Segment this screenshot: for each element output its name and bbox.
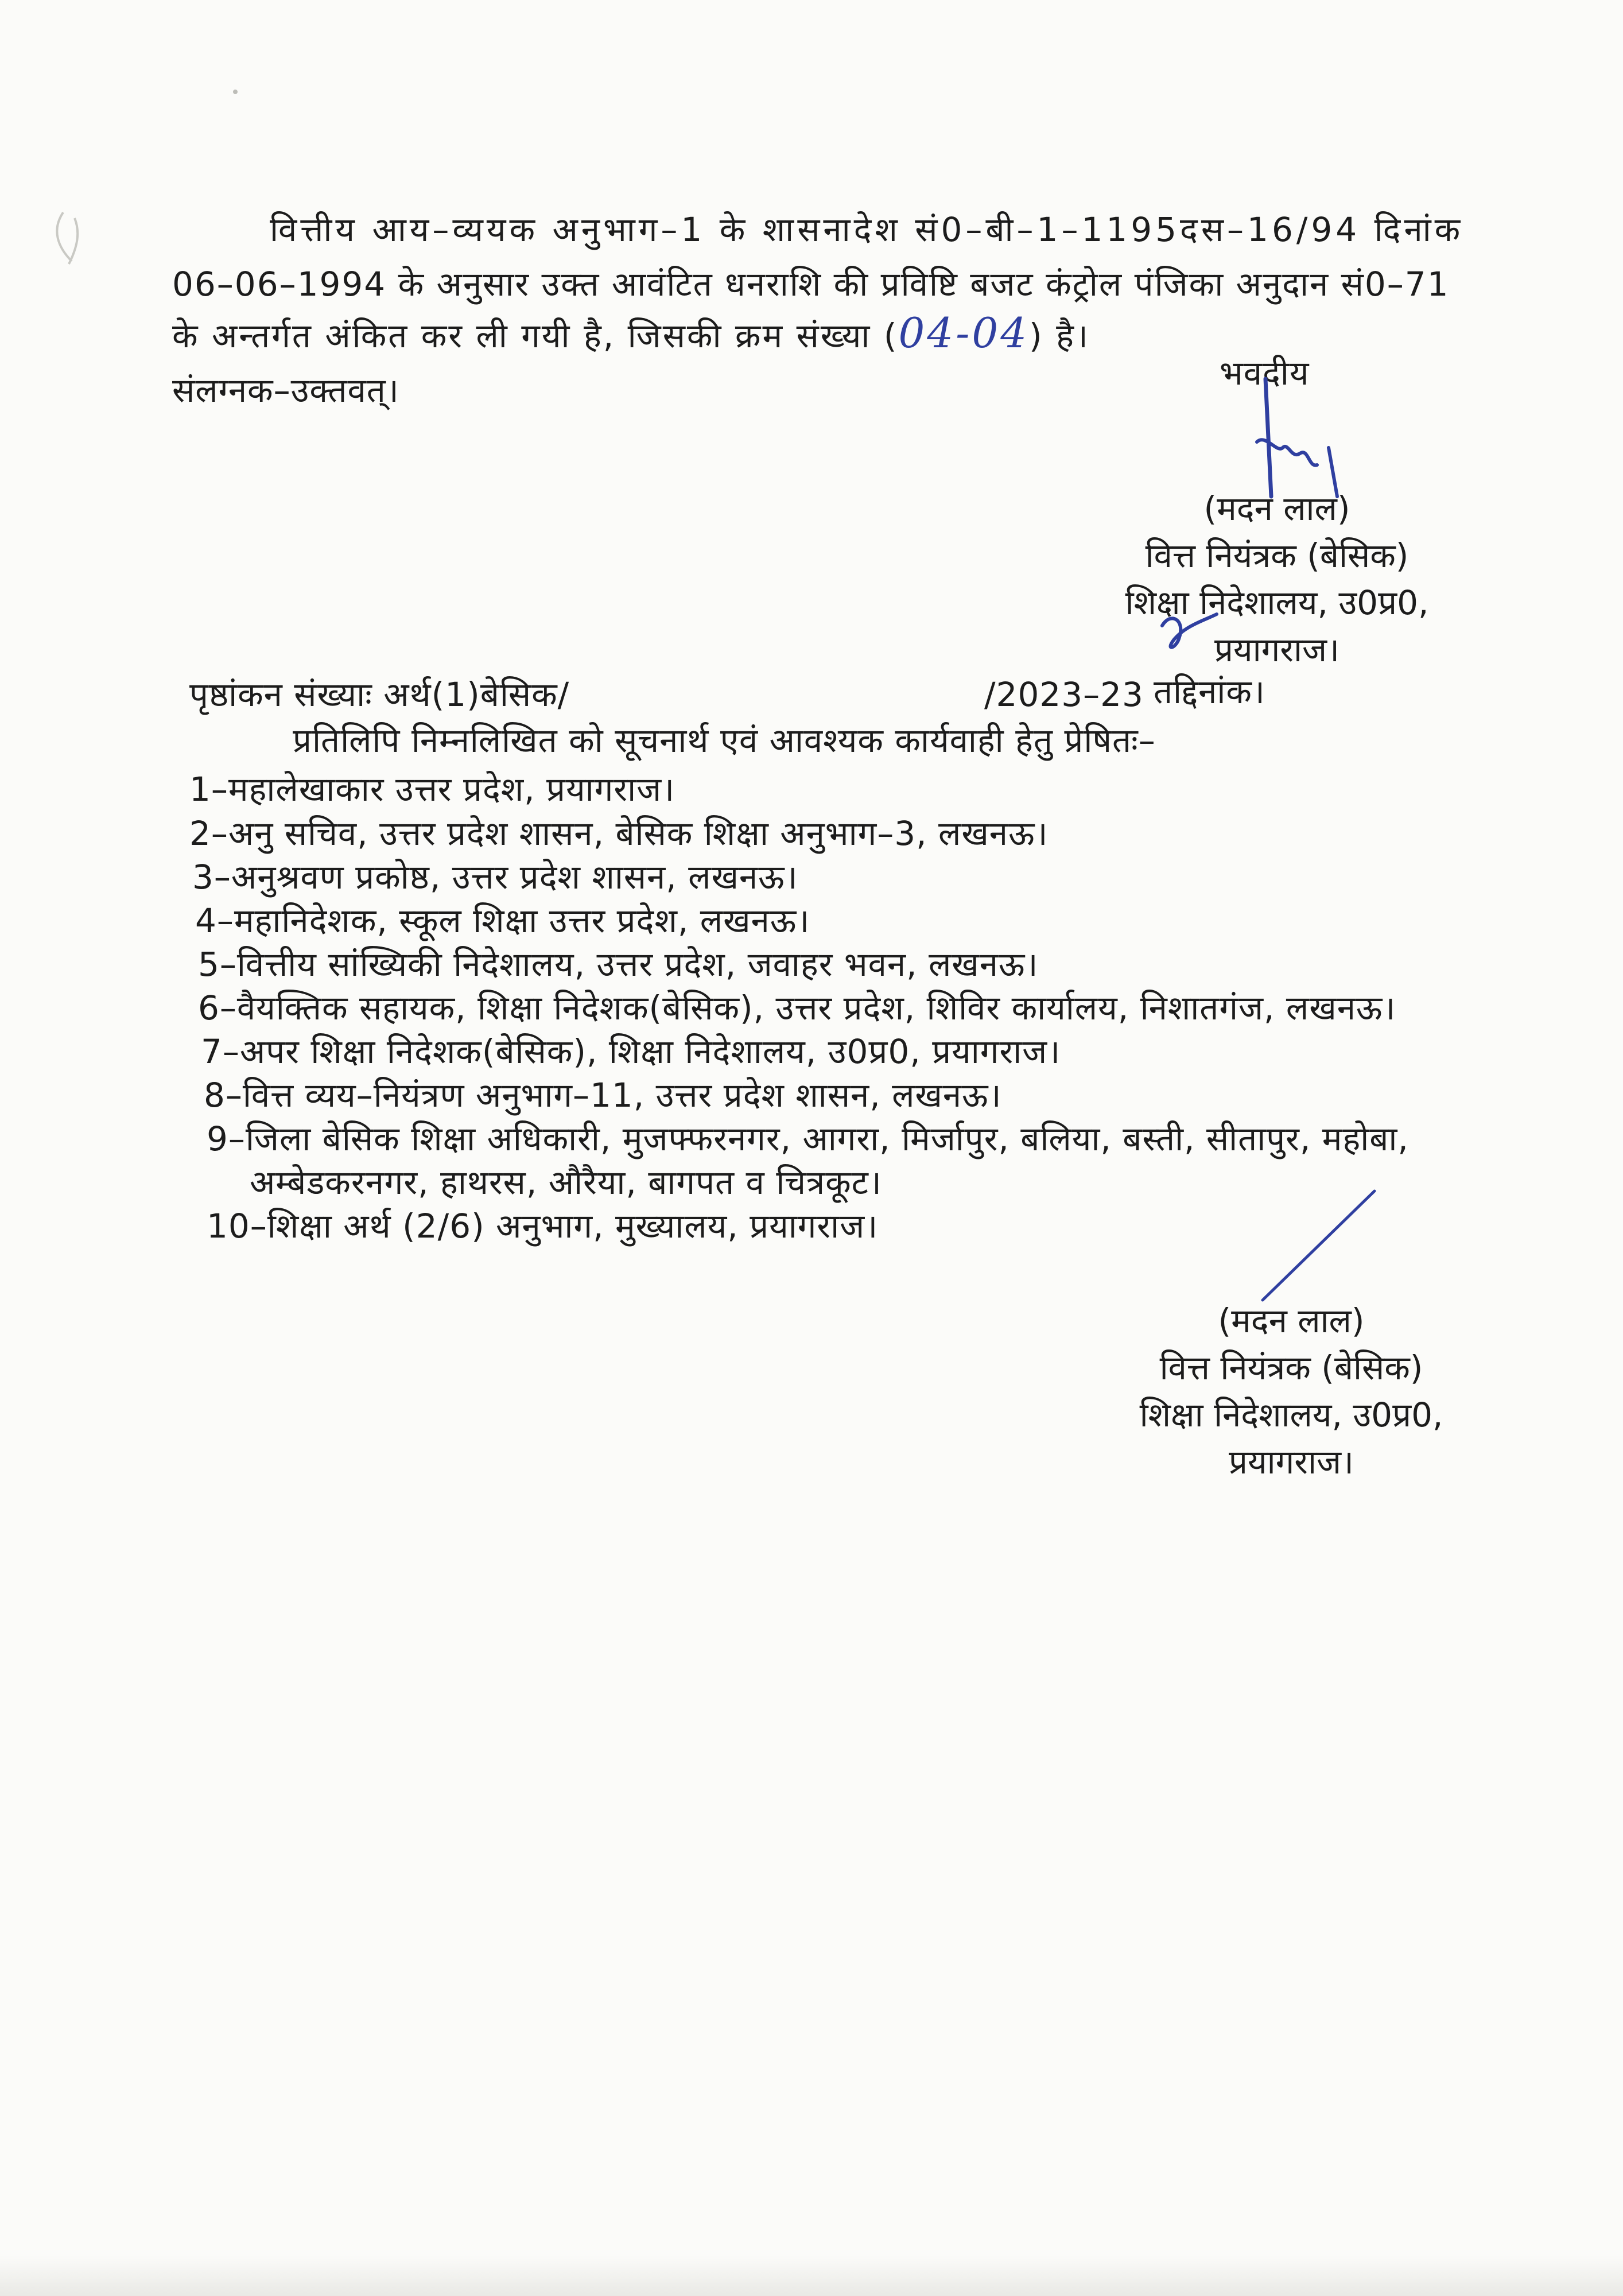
handwritten-signature-bottom — [1251, 1182, 1389, 1309]
scan-bottom-edge — [0, 2256, 1623, 2296]
signatory-name: (मदन लाल) — [1218, 1301, 1365, 1340]
initial-mark — [1154, 608, 1222, 660]
paragraph-line-2: 06–06–1994 के अनुसार उक्त आवंटित धनराशि की प्रविष्टि बजट कंट्रोल पंजिका अनुदान सं0–71 — [172, 265, 1450, 304]
recipient-item: 2–अनु सचिव, उत्तर प्रदेश शासन, बेसिक शिक्षा अनुभाग–3, लखनऊ। — [189, 814, 1049, 853]
recipient-item: 9–जिला बेसिक शिक्षा अधिकारी, मुजफ्फरनगर, आगरा, मिर्जापुर, बलिया, बस्ती, सीतापुर, महोबा, — [207, 1119, 1409, 1158]
signatory-office: शिक्षा निदेशालय, उ0प्र0, — [1125, 583, 1429, 622]
signatory-city: प्रयागराज। — [1214, 630, 1340, 669]
endorsement-reference: पृष्ठांकन संख्याः अर्थ(1)बेसिक/ — [189, 675, 570, 714]
recipient-item: 10–शिक्षा अर्थ (2/6) अनुभाग, मुख्यालय, प्रयागराज। — [207, 1207, 879, 1246]
scan-speck-mark — [46, 207, 98, 270]
serial-number-handwritten: 04-04 — [898, 309, 1030, 357]
signature-block-bottom — [1108, 1297, 1475, 1486]
scan-speck-dot — [230, 86, 241, 98]
recipient-item: 4–महानिदेशक, स्कूल शिक्षा उत्तर प्रदेश, लखनऊ। — [195, 901, 810, 940]
endorsement-intro: प्रतिलिपि निम्नलिखित को सूचनार्थ एवं आवश्यक कार्यवाही हेतु प्रेषितः– — [293, 721, 1156, 760]
signatory-city: प्रयागराज। — [1228, 1442, 1354, 1481]
recipient-item: 8–वित्त व्यय–नियंत्रण अनुभाग–11, उत्तर प्रदेश शासन, लखनऊ। — [204, 1076, 1002, 1115]
signatory-office: शिक्षा निदेशालय, उ0प्र0, — [1139, 1395, 1443, 1434]
signatory-designation: वित्त नियंत्रक (बेसिक) — [1159, 1348, 1423, 1387]
recipient-item: 1–महालेखाकार उत्तर प्रदेश, प्रयागराज। — [189, 770, 675, 809]
recipient-item: 7–अपर शिक्षा निदेशक(बेसिक), शिक्षा निदेशालय, उ0प्र0, प्रयागराज। — [201, 1032, 1061, 1071]
recipient-item: 6–वैयक्तिक सहायक, शिक्षा निदेशक(बेसिक), उत्तर प्रदेश, शिविर कार्यालय, निशातगंज, लखनऊ। — [198, 988, 1396, 1027]
paragraph-line-1: वित्तीय आय–व्ययक अनुभाग–1 के शासनादेश सं0–बी–1–1195दस–16/94 दिनांक — [270, 210, 1464, 249]
recipient-item: 3–अनुश्रवण प्रकोष्ठ, उत्तर प्रदेश शासन, लखनऊ। — [192, 858, 798, 897]
endorsement-date: तद्दिनांक। — [1154, 672, 1265, 711]
closing-salutation: भवदीय — [1220, 354, 1310, 393]
signatory-name: (मदन लाल) — [1203, 489, 1350, 528]
signatory-designation: वित्त नियंत्रक (बेसिक) — [1145, 536, 1409, 575]
enclosure-note: संलग्नक–उक्तवत्। — [172, 371, 399, 410]
endorsement-year: /2023–23 — [984, 675, 1144, 714]
recipient-item: 5–वित्तीय सांख्यिकी निदेशालय, उत्तर प्रदेश, जवाहर भवन, लखनऊ। — [198, 945, 1039, 984]
recipient-item-continued: अम्बेडकरनगर, हाथरस, औरैया, बागपत व चित्रकूट। — [250, 1163, 882, 1202]
paragraph-line-3: के अन्तर्गत अंकित कर ली गयी है, जिसकी क्रम संख्या (04-04) है। — [172, 309, 1090, 357]
signature-block-top — [1090, 485, 1463, 673]
